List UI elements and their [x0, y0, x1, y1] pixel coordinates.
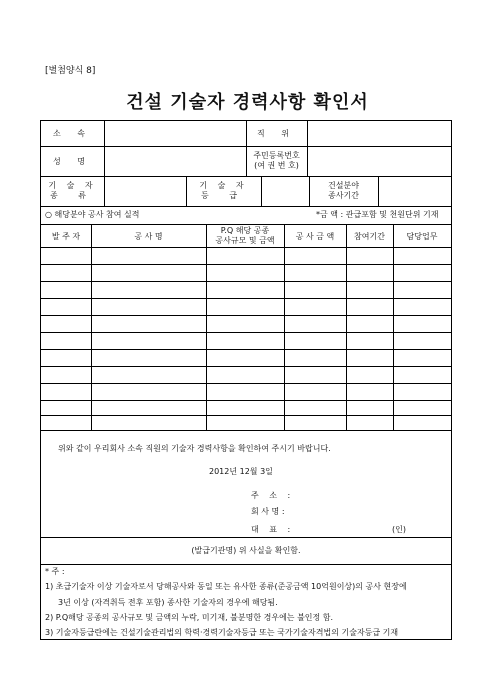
page-title: 건설 기술자 경력사항 확인서	[126, 92, 369, 113]
table-row	[41, 349, 451, 350]
row-divider	[41, 224, 451, 225]
header-contract-amount: 공 사 금 액	[295, 232, 335, 241]
header-pq-line2: 공사규모 및 금액	[215, 236, 275, 245]
name-field[interactable]	[105, 147, 245, 175]
amount-note: *금 액 : 관급포함 및 천원단위 기재	[316, 210, 439, 219]
address-field[interactable]	[296, 489, 446, 501]
tech-grade-label-line1: 기 술 자	[199, 181, 248, 190]
header-period: 참여기간	[354, 232, 385, 241]
tech-grade-label	[186, 181, 261, 201]
col-divider	[284, 224, 285, 430]
affiliation-label: 소 속	[53, 129, 92, 138]
position-label: 직 위	[257, 129, 296, 138]
seal-mark: (인)	[392, 525, 406, 534]
certificate-form	[40, 120, 452, 640]
table-row	[41, 281, 451, 282]
header-duty: 담당업무	[406, 232, 438, 241]
company-label: 회 사 명 :	[251, 507, 285, 516]
table-row	[41, 415, 451, 416]
id-label-line2: (여 권 번 호)	[254, 161, 299, 170]
header-client: 발 주 자	[51, 232, 81, 241]
field-period-label-line2: 종사기간	[328, 191, 359, 200]
confirm-date: 2012년 12월 3일	[209, 467, 273, 476]
tech-type-field[interactable]	[105, 177, 185, 205]
id-label-line1: 주민등록번호	[253, 151, 300, 160]
col-divider	[91, 224, 92, 430]
header-project-name: 공 사 명	[134, 232, 163, 241]
col-divider	[206, 224, 207, 430]
tech-type-label-line2: 종 류	[50, 191, 95, 200]
note-item: 3년 이상 (자격취득 전후 포함) 종사한 기술자의 경우에 해당됨.	[58, 598, 278, 607]
confirm-request-text: 위와 같이 우리회사 소속 직원의 기술자 경력사항을 확인하여 주시기 바랍니다.	[58, 444, 331, 453]
affiliation-field[interactable]	[105, 122, 245, 145]
notes-heading: * 주 :	[45, 567, 65, 576]
tech-grade-label-line2: 등 급	[201, 191, 246, 200]
table-row	[41, 298, 451, 299]
name-label: 성 명	[53, 157, 92, 166]
row-divider	[41, 537, 451, 538]
id-label	[246, 151, 307, 171]
table-row	[41, 332, 451, 333]
tech-grade-field[interactable]	[262, 177, 308, 205]
header-pq-scope	[206, 226, 284, 246]
ceo-field[interactable]	[296, 523, 386, 535]
row-divider	[41, 206, 451, 207]
header-pq-line1: P.Q 해당 공종	[220, 226, 270, 235]
row-divider	[41, 430, 451, 431]
ceo-label: 대 표 :	[251, 525, 295, 534]
issuer-confirm: (발급기관명) 위 사실을 확인함.	[191, 546, 301, 555]
address-label: 주 소 :	[251, 491, 295, 500]
col-divider	[346, 224, 347, 430]
table-row	[41, 400, 451, 401]
tech-type-label-line1: 기 술 자	[48, 181, 97, 190]
table-row	[41, 383, 451, 384]
position-field[interactable]	[308, 122, 450, 145]
id-number-field[interactable]	[308, 147, 450, 175]
note-item: 3) 기술자등급란에는 건설기술관리법의 학력·경력기술자등급 또는 국가기술자격법의 기술자등급 기재	[45, 628, 399, 637]
row-divider	[41, 247, 451, 248]
field-period-label	[309, 181, 378, 201]
note-item: 2) P.Q해당 공종의 공사규모 및 금액의 누락, 미기재, 불분명한 경우에는 불인정 함.	[45, 613, 334, 622]
tech-type-label	[41, 181, 104, 201]
table-row	[41, 315, 451, 316]
field-period-field[interactable]	[379, 177, 450, 205]
note-item: 1) 초급기술자 이상 기술자로서 당해공사와 동일 또는 유사한 종류(준공금액 10억원이상)의 공사 현장에	[45, 582, 407, 591]
field-period-label-line1: 건설분야	[328, 181, 359, 190]
company-field[interactable]	[296, 505, 446, 517]
col-divider	[393, 224, 394, 430]
row-divider	[41, 564, 451, 565]
table-row	[41, 264, 451, 265]
table-row	[41, 366, 451, 367]
record-section-label: ○ 해당분야 공사 참여 실적	[45, 210, 140, 219]
attachment-label: [별첨양식 8]	[45, 66, 96, 76]
